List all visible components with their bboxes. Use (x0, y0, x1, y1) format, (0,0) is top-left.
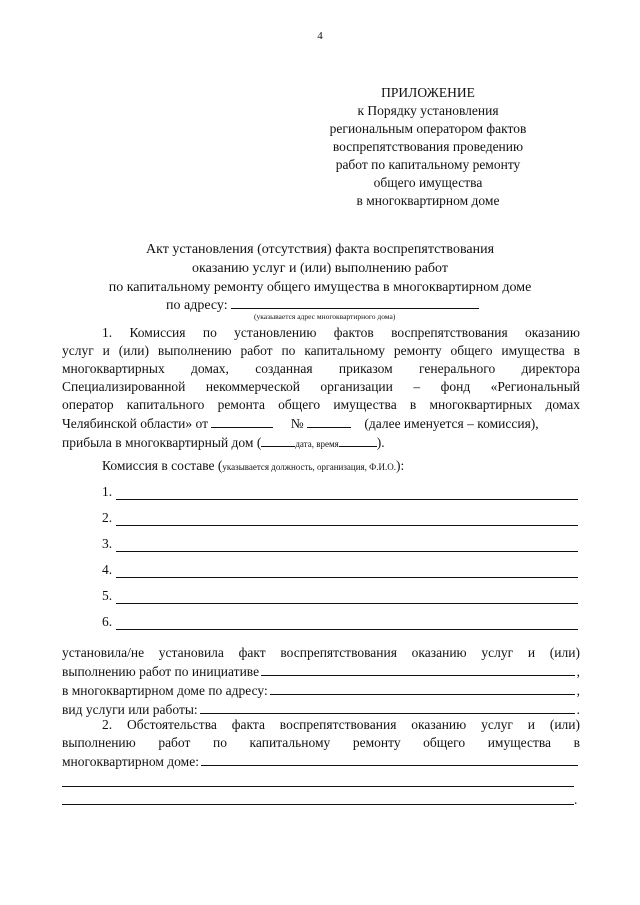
order-number-field[interactable] (307, 414, 351, 428)
circumstances-line (62, 752, 580, 771)
commission-heading-hint: указывается должность, организация, Ф.И.О. (222, 462, 397, 472)
commission-alias-text: (далее именуется – комиссия), (364, 416, 539, 431)
arrival-text: прибыла в многоквартирный дом ( (62, 435, 262, 450)
act-title-line: Акт установления (отсутствия) факта воспрепятствования (145, 242, 495, 257)
order-date-label: Челябинской области» от (62, 416, 208, 431)
paragraph-line: оператор капитального ремонта общего имущества в многоквартирных домах (62, 397, 580, 412)
commission-heading-end: ): (396, 458, 405, 473)
order-date-line (62, 414, 580, 433)
paragraph-line: услуг и (или) выполнению работ по капитальному ремонту общего имущества в (62, 343, 580, 358)
member-field[interactable] (116, 499, 578, 500)
address-hint: (указывается адрес многоквартирного дома) (254, 312, 396, 321)
member-row (102, 614, 578, 634)
period: . (576, 702, 580, 717)
order-number-label: № (290, 416, 304, 431)
address-line (166, 294, 479, 314)
commission-heading-text: Комиссия в составе ( (102, 458, 223, 473)
appendix-line: общего имущества (373, 175, 483, 190)
appendix-line: работ по капитальному ремонту (335, 157, 521, 172)
member-row (102, 536, 578, 556)
paragraph-line: 2. Обстоятельства факта воспрепятствования оказанию услуг и (или) (102, 717, 580, 732)
comma: , (576, 683, 580, 698)
page-number: 4 (317, 30, 323, 42)
arrival-date-field[interactable] (261, 433, 295, 447)
paragraph-line: выполнению работ по капитальному ремонту общего имущества в (62, 735, 580, 750)
act-title (0, 240, 640, 297)
member-row (102, 484, 578, 504)
arrival-date-hint: дата, время (295, 439, 339, 449)
circumstances-field[interactable] (201, 752, 578, 766)
member-field[interactable] (116, 551, 578, 552)
address-field[interactable] (231, 294, 479, 309)
member-row (102, 588, 578, 608)
member-number: 3. (102, 536, 113, 551)
appendix-line: региональным оператором фактов (329, 121, 527, 136)
member-field[interactable] (116, 577, 578, 578)
member-number: 2. (102, 510, 113, 525)
arrival-line (62, 433, 580, 453)
member-field[interactable] (116, 603, 578, 604)
member-row (102, 510, 578, 530)
member-field[interactable] (116, 525, 578, 526)
member-number: 1. (102, 484, 113, 499)
appendix-line: в многоквартирном доме (356, 193, 500, 208)
paragraph-2 (62, 716, 580, 771)
act-title-line: оказанию услуг и (или) выполнению работ (192, 261, 448, 276)
comma: , (576, 664, 580, 679)
arrival-time-field[interactable] (339, 433, 377, 447)
appendix-line: воспрепятствования проведению (332, 139, 524, 154)
appendix-line: к Порядку установления (357, 103, 499, 118)
member-row (102, 562, 578, 582)
paragraph-line: установила/не установила факт воспрепятствования оказанию услуг и (или) (62, 645, 580, 660)
paragraph-line: 1. Комиссия по установлению фактов воспрепятствования оказанию (102, 325, 580, 340)
member-number: 4. (102, 562, 113, 577)
house-address-label: в многоквартирном доме по адресу: (62, 683, 268, 698)
paragraph-line: Специализированной некоммерческой организации – фонд «Региональный (62, 379, 580, 394)
circumstances-field[interactable] (62, 804, 574, 805)
member-field[interactable] (116, 629, 578, 630)
house-address-field[interactable] (270, 681, 575, 695)
initiator-label: выполнению работ по инициативе (62, 664, 260, 679)
paragraph-findings (62, 644, 580, 719)
work-type-label: вид услуги или работы: (62, 702, 198, 717)
work-type-field[interactable] (200, 700, 575, 714)
address-label: по адресу: (166, 298, 228, 313)
paragraph-1 (62, 324, 580, 453)
circumstances-field[interactable] (62, 786, 574, 787)
member-number: 6. (102, 614, 113, 629)
act-title-line: по капитальному ремонту общего имущества в многоквартирном доме (108, 280, 532, 295)
house-address-line (62, 681, 580, 700)
period: . (574, 792, 578, 807)
appendix-header (318, 84, 538, 210)
order-date-field[interactable] (211, 414, 273, 428)
arrival-end: ). (376, 435, 385, 450)
member-number: 5. (102, 588, 113, 603)
initiator-field[interactable] (261, 662, 575, 676)
circumstances-label: многоквартирном доме: (62, 754, 199, 769)
commission-heading (102, 458, 404, 474)
paragraph-line: многоквартирных домах, созданная приказом генерального директора (62, 361, 580, 376)
appendix-line: ПРИЛОЖЕНИЕ (381, 85, 475, 100)
initiator-line (62, 662, 580, 681)
